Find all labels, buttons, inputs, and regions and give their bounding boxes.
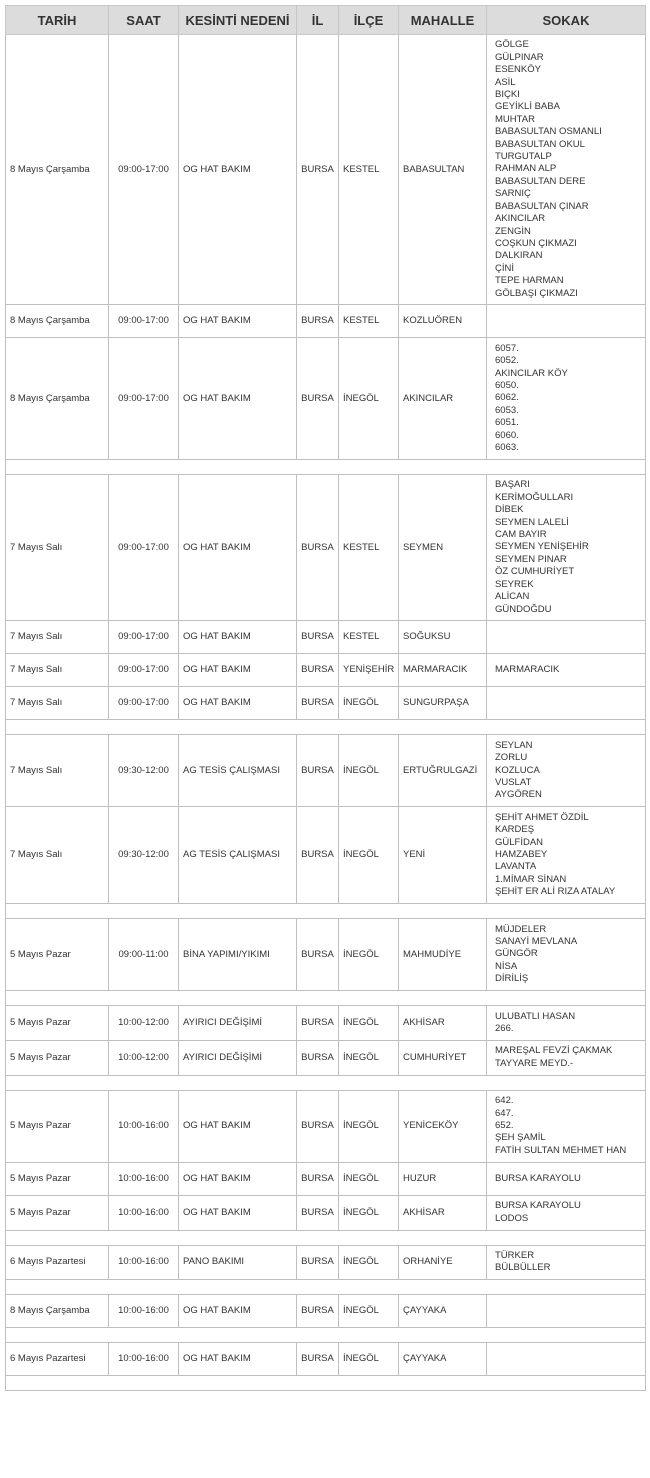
cell-tarih: 5 Mayıs Pazar — [6, 1040, 109, 1075]
cell-kesinti-nedeni: AYIRICI DEĞİŞİMİ — [179, 1040, 297, 1075]
street-name: GÜLFİDAN — [495, 836, 544, 848]
cell-mahalle: SUNGURPAŞA — [399, 687, 487, 720]
cell-ilce: KESTEL — [339, 305, 399, 338]
cell-il: BURSA — [297, 1040, 339, 1075]
street-name: MÜJDELER — [495, 923, 547, 935]
table-row — [6, 735, 646, 807]
cell-saat: 09:30-12:00 — [109, 735, 179, 807]
cell-mahalle: MARMARACIK — [399, 654, 487, 687]
header-tarih: TARİH — [6, 6, 109, 35]
table-row — [6, 338, 646, 460]
separator-cell — [6, 904, 646, 919]
street-name: GÜNGÖR — [495, 948, 538, 960]
cell-mahalle: SEYMEN — [399, 474, 487, 620]
street-name: 6053. — [495, 404, 519, 416]
cell-kesinti-nedeni: OG HAT BAKIM — [179, 35, 297, 305]
cell-kesinti-nedeni: BİNA YAPIMI/YIKIMI — [179, 919, 297, 991]
separator-row — [6, 720, 646, 735]
header-ilce: İLÇE — [339, 6, 399, 35]
table-row — [6, 1040, 646, 1075]
cell-tarih: 6 Mayıs Pazartesi — [6, 1245, 109, 1280]
cell-saat: 09:00-17:00 — [109, 687, 179, 720]
table-row — [6, 1343, 646, 1376]
cell-il: BURSA — [297, 919, 339, 991]
street-name: ÇİNİ — [495, 262, 514, 274]
street-name: DİRİLİŞ — [495, 973, 529, 985]
cell-mahalle: BABASULTAN — [399, 35, 487, 305]
cell-il: BURSA — [297, 1195, 339, 1230]
cell-kesinti-nedeni: AYIRICI DEĞİŞİMİ — [179, 1006, 297, 1041]
cell-saat: 09:00-17:00 — [109, 338, 179, 460]
street-name: BABASULTAN ÇINAR — [495, 200, 589, 212]
street-name: 6052. — [495, 355, 519, 367]
street-name: BÜLBÜLLER — [495, 1262, 551, 1274]
street-name: LAVANTA — [495, 861, 537, 873]
cell-ilce: YENİŞEHİR — [339, 654, 399, 687]
street-name: MARMARACIK — [495, 664, 560, 676]
street-name: 266. — [495, 1023, 514, 1035]
cell-mahalle: AKHİSAR — [399, 1006, 487, 1041]
cell-mahalle: KOZLUÖREN — [399, 305, 487, 338]
street-name: GÖLBAŞI ÇIKMAZI — [495, 287, 578, 299]
cell-mahalle: ÇAYYAKA — [399, 1295, 487, 1328]
separator-cell — [6, 720, 646, 735]
cell-kesinti-nedeni: OG HAT BAKIM — [179, 621, 297, 654]
cell-saat: 09:30-12:00 — [109, 807, 179, 904]
cell-mahalle: YENİ — [399, 807, 487, 904]
street-name: GEYİKLİ BABA — [495, 101, 560, 113]
cell-ilce: İNEGÖL — [339, 1295, 399, 1328]
cell-tarih: 7 Mayıs Salı — [6, 621, 109, 654]
separator-row — [6, 904, 646, 919]
cell-tarih: 7 Mayıs Salı — [6, 474, 109, 620]
cell-mahalle: MAHMUDİYE — [399, 919, 487, 991]
cell-saat: 10:00-16:00 — [109, 1195, 179, 1230]
street-name: CAM BAYIR — [495, 529, 547, 541]
street-name: KERİMOĞULLARI — [495, 491, 574, 503]
street-name: TÜRKER — [495, 1250, 535, 1262]
street-name: ULUBATLI HASAN — [495, 1010, 576, 1022]
cell-saat: 10:00-12:00 — [109, 1006, 179, 1041]
street-name: SARNIÇ — [495, 188, 531, 200]
cell-saat: 09:00-11:00 — [109, 919, 179, 991]
street-name: RAHMAN ALP — [495, 163, 557, 175]
cell-saat: 10:00-16:00 — [109, 1343, 179, 1376]
street-name: ÖZ CUMHURİYET — [495, 566, 575, 578]
cell-il: BURSA — [297, 1090, 339, 1162]
separator-row — [6, 1230, 646, 1245]
street-name: TAYYARE MEYD.- — [495, 1057, 574, 1069]
cell-saat: 09:00-17:00 — [109, 474, 179, 620]
cell-sokak — [487, 687, 646, 720]
cell-kesinti-nedeni: OG HAT BAKIM — [179, 654, 297, 687]
table-row — [6, 1162, 646, 1195]
header-kesinti-nedeni: KESİNTİ NEDENİ — [179, 6, 297, 35]
table-row — [6, 35, 646, 305]
cell-mahalle: AKINCILAR — [399, 338, 487, 460]
cell-il: BURSA — [297, 1343, 339, 1376]
cell-ilce: İNEGÖL — [339, 1195, 399, 1230]
separator-row — [6, 1376, 646, 1391]
cell-sokak — [487, 1006, 646, 1041]
cell-sokak — [487, 807, 646, 904]
table-row — [6, 1245, 646, 1280]
street-name: BURSA KARAYOLU — [495, 1200, 581, 1212]
table-row — [6, 474, 646, 620]
street-name: SANAYİ MEVLANA — [495, 936, 578, 948]
cell-sokak — [487, 621, 646, 654]
cell-kesinti-nedeni: AG TESİS ÇALIŞMASI — [179, 735, 297, 807]
cell-sokak — [487, 35, 646, 305]
street-name: BURSA KARAYOLU — [495, 1172, 581, 1184]
cell-il: BURSA — [297, 1295, 339, 1328]
cell-saat: 09:00-17:00 — [109, 621, 179, 654]
cell-mahalle: HUZUR — [399, 1162, 487, 1195]
cell-kesinti-nedeni: OG HAT BAKIM — [179, 305, 297, 338]
cell-kesinti-nedeni: OG HAT BAKIM — [179, 687, 297, 720]
street-name: 6050. — [495, 380, 519, 392]
cell-tarih: 7 Mayıs Salı — [6, 654, 109, 687]
cell-ilce: KESTEL — [339, 474, 399, 620]
street-name: 6057. — [495, 342, 519, 354]
cell-tarih: 5 Mayıs Pazar — [6, 1006, 109, 1041]
cell-saat: 10:00-16:00 — [109, 1295, 179, 1328]
cell-tarih: 8 Mayıs Çarşamba — [6, 305, 109, 338]
cell-sokak — [487, 1343, 646, 1376]
cell-mahalle: ORHANİYE — [399, 1245, 487, 1280]
street-name: AKINCILAR — [495, 213, 546, 225]
cell-tarih: 5 Mayıs Pazar — [6, 919, 109, 991]
street-name: 642. — [495, 1095, 514, 1107]
street-name: ŞEH ŞAMİL — [495, 1132, 546, 1144]
street-name: ŞEHİT ER ALİ RIZA ATALAY — [495, 886, 616, 898]
cell-il: BURSA — [297, 1006, 339, 1041]
street-name: DALKIRAN — [495, 250, 543, 262]
header-row — [6, 6, 646, 35]
header-il: İL — [297, 6, 339, 35]
cell-il: BURSA — [297, 35, 339, 305]
cell-saat: 10:00-16:00 — [109, 1090, 179, 1162]
street-name: TEPE HARMAN — [495, 275, 564, 287]
street-name: DİBEK — [495, 504, 524, 516]
street-name: 6060. — [495, 429, 519, 441]
street-name: BABASULTAN DERE — [495, 175, 586, 187]
cell-tarih: 7 Mayıs Salı — [6, 735, 109, 807]
separator-cell — [6, 1328, 646, 1343]
table-row — [6, 1195, 646, 1230]
street-name: GÜLPINAR — [495, 51, 544, 63]
table-row — [6, 305, 646, 338]
street-name: TURGUTALP — [495, 151, 552, 163]
cell-sokak — [487, 654, 646, 687]
cell-saat: 10:00-12:00 — [109, 1040, 179, 1075]
street-name: KARDEŞ — [495, 824, 535, 836]
cell-sokak — [487, 1295, 646, 1328]
street-name: 6051. — [495, 417, 519, 429]
cell-saat: 10:00-16:00 — [109, 1245, 179, 1280]
street-name: ALİCAN — [495, 591, 530, 603]
separator-cell — [6, 1230, 646, 1245]
street-name: 6063. — [495, 442, 519, 454]
separator-cell — [6, 991, 646, 1006]
cell-saat: 09:00-17:00 — [109, 35, 179, 305]
street-name: SEYMEN PINAR — [495, 553, 567, 565]
street-name: GÖLGE — [495, 39, 529, 51]
street-name: BAŞARI — [495, 479, 530, 491]
cell-ilce: İNEGÖL — [339, 1343, 399, 1376]
cell-saat: 09:00-17:00 — [109, 305, 179, 338]
cell-ilce: KESTEL — [339, 35, 399, 305]
street-name: BIÇKI — [495, 89, 520, 101]
table-body — [6, 35, 646, 1391]
cell-sokak — [487, 1040, 646, 1075]
cell-sokak — [487, 1195, 646, 1230]
header-sokak: SOKAK — [487, 6, 646, 35]
cell-il: BURSA — [297, 305, 339, 338]
cell-kesinti-nedeni: AG TESİS ÇALIŞMASI — [179, 807, 297, 904]
cell-tarih: 7 Mayıs Salı — [6, 807, 109, 904]
table-row — [6, 687, 646, 720]
cell-sokak — [487, 735, 646, 807]
cell-ilce: İNEGÖL — [339, 807, 399, 904]
street-name: GÜNDOĞDU — [495, 603, 552, 615]
street-name: SEYREK — [495, 578, 534, 590]
cell-tarih: 6 Mayıs Pazartesi — [6, 1343, 109, 1376]
street-name: 1.MİMAR SİNAN — [495, 873, 567, 885]
cell-sokak — [487, 474, 646, 620]
cell-ilce: KESTEL — [339, 621, 399, 654]
header-mahalle: MAHALLE — [399, 6, 487, 35]
cell-mahalle: ÇAYYAKA — [399, 1343, 487, 1376]
table-row — [6, 1006, 646, 1041]
street-name: SEYMEN YENİŞEHİR — [495, 541, 589, 553]
cell-ilce: İNEGÖL — [339, 687, 399, 720]
cell-tarih: 5 Mayıs Pazar — [6, 1195, 109, 1230]
separator-cell — [6, 459, 646, 474]
street-name: MAREŞAL FEVZİ ÇAKMAK — [495, 1045, 613, 1057]
cell-saat: 10:00-16:00 — [109, 1162, 179, 1195]
cell-il: BURSA — [297, 1245, 339, 1280]
separator-row — [6, 1280, 646, 1295]
cell-tarih: 8 Mayıs Çarşamba — [6, 35, 109, 305]
separator-cell — [6, 1376, 646, 1391]
separator-row — [6, 1075, 646, 1090]
table-row — [6, 621, 646, 654]
table-row — [6, 1090, 646, 1162]
cell-ilce: İNEGÖL — [339, 735, 399, 807]
cell-il: BURSA — [297, 338, 339, 460]
cell-kesinti-nedeni: OG HAT BAKIM — [179, 474, 297, 620]
outage-table — [5, 5, 646, 1391]
separator-cell — [6, 1075, 646, 1090]
cell-il: BURSA — [297, 654, 339, 687]
street-name: ESENKÖY — [495, 64, 541, 76]
street-name: ZORLU — [495, 752, 528, 764]
cell-kesinti-nedeni: OG HAT BAKIM — [179, 1195, 297, 1230]
cell-saat: 09:00-17:00 — [109, 654, 179, 687]
cell-kesinti-nedeni: OG HAT BAKIM — [179, 1162, 297, 1195]
street-name: HAMZABEY — [495, 849, 548, 861]
cell-mahalle: AKHİSAR — [399, 1195, 487, 1230]
street-name: 647. — [495, 1107, 514, 1119]
cell-mahalle: YENİCEKÖY — [399, 1090, 487, 1162]
cell-kesinti-nedeni: OG HAT BAKIM — [179, 1090, 297, 1162]
street-name: NİSA — [495, 960, 518, 972]
cell-kesinti-nedeni: PANO BAKIMI — [179, 1245, 297, 1280]
cell-sokak — [487, 338, 646, 460]
cell-ilce: İNEGÖL — [339, 1040, 399, 1075]
street-name: 652. — [495, 1120, 514, 1132]
street-name: SEYMEN LALELİ — [495, 516, 569, 528]
cell-mahalle: CUMHURİYET — [399, 1040, 487, 1075]
outage-table-container — [5, 5, 645, 1391]
cell-il: BURSA — [297, 1162, 339, 1195]
street-name: FATİH SULTAN MEHMET HAN — [495, 1144, 627, 1156]
cell-kesinti-nedeni: OG HAT BAKIM — [179, 338, 297, 460]
cell-il: BURSA — [297, 687, 339, 720]
cell-tarih: 5 Mayıs Pazar — [6, 1090, 109, 1162]
header-saat: SAAT — [109, 6, 179, 35]
cell-tarih: 5 Mayıs Pazar — [6, 1162, 109, 1195]
street-name: ZENGİN — [495, 225, 531, 237]
cell-mahalle: ERTUĞRULGAZİ — [399, 735, 487, 807]
cell-ilce: İNEGÖL — [339, 919, 399, 991]
cell-il: BURSA — [297, 474, 339, 620]
cell-tarih: 8 Mayıs Çarşamba — [6, 1295, 109, 1328]
cell-il: BURSA — [297, 807, 339, 904]
cell-sokak — [487, 1245, 646, 1280]
street-name: MUHTAR — [495, 113, 535, 125]
cell-tarih: 8 Mayıs Çarşamba — [6, 338, 109, 460]
cell-sokak — [487, 305, 646, 338]
separator-row — [6, 1328, 646, 1343]
table-row — [6, 919, 646, 991]
separator-cell — [6, 1280, 646, 1295]
table-row — [6, 1295, 646, 1328]
cell-il: BURSA — [297, 621, 339, 654]
cell-sokak — [487, 919, 646, 991]
cell-kesinti-nedeni: OG HAT BAKIM — [179, 1295, 297, 1328]
cell-ilce: İNEGÖL — [339, 1245, 399, 1280]
cell-ilce: İNEGÖL — [339, 338, 399, 460]
street-name: AYGÖREN — [495, 789, 542, 801]
street-name: KOZLUCA — [495, 764, 540, 776]
street-name: 6062. — [495, 392, 519, 404]
table-row — [6, 807, 646, 904]
street-name: ŞEHİT AHMET ÖZDİL — [495, 811, 589, 823]
cell-sokak — [487, 1090, 646, 1162]
cell-ilce: İNEGÖL — [339, 1090, 399, 1162]
cell-sokak — [487, 1162, 646, 1195]
table-row — [6, 654, 646, 687]
cell-mahalle: SOĞUKSU — [399, 621, 487, 654]
street-name: AKINCILAR KÖY — [495, 367, 568, 379]
street-name: BABASULTAN OKUL — [495, 138, 585, 150]
cell-il: BURSA — [297, 735, 339, 807]
separator-row — [6, 991, 646, 1006]
cell-tarih: 7 Mayıs Salı — [6, 687, 109, 720]
cell-kesinti-nedeni: OG HAT BAKIM — [179, 1343, 297, 1376]
street-name: SEYLAN — [495, 739, 533, 751]
street-name: COŞKUN ÇIKMAZI — [495, 237, 577, 249]
street-name: BABASULTAN OSMANLI — [495, 126, 602, 138]
cell-ilce: İNEGÖL — [339, 1162, 399, 1195]
cell-ilce: İNEGÖL — [339, 1006, 399, 1041]
street-name: ASİL — [495, 76, 516, 88]
separator-row — [6, 459, 646, 474]
street-name: VUSLAT — [495, 777, 532, 789]
street-name: LODOS — [495, 1212, 529, 1224]
